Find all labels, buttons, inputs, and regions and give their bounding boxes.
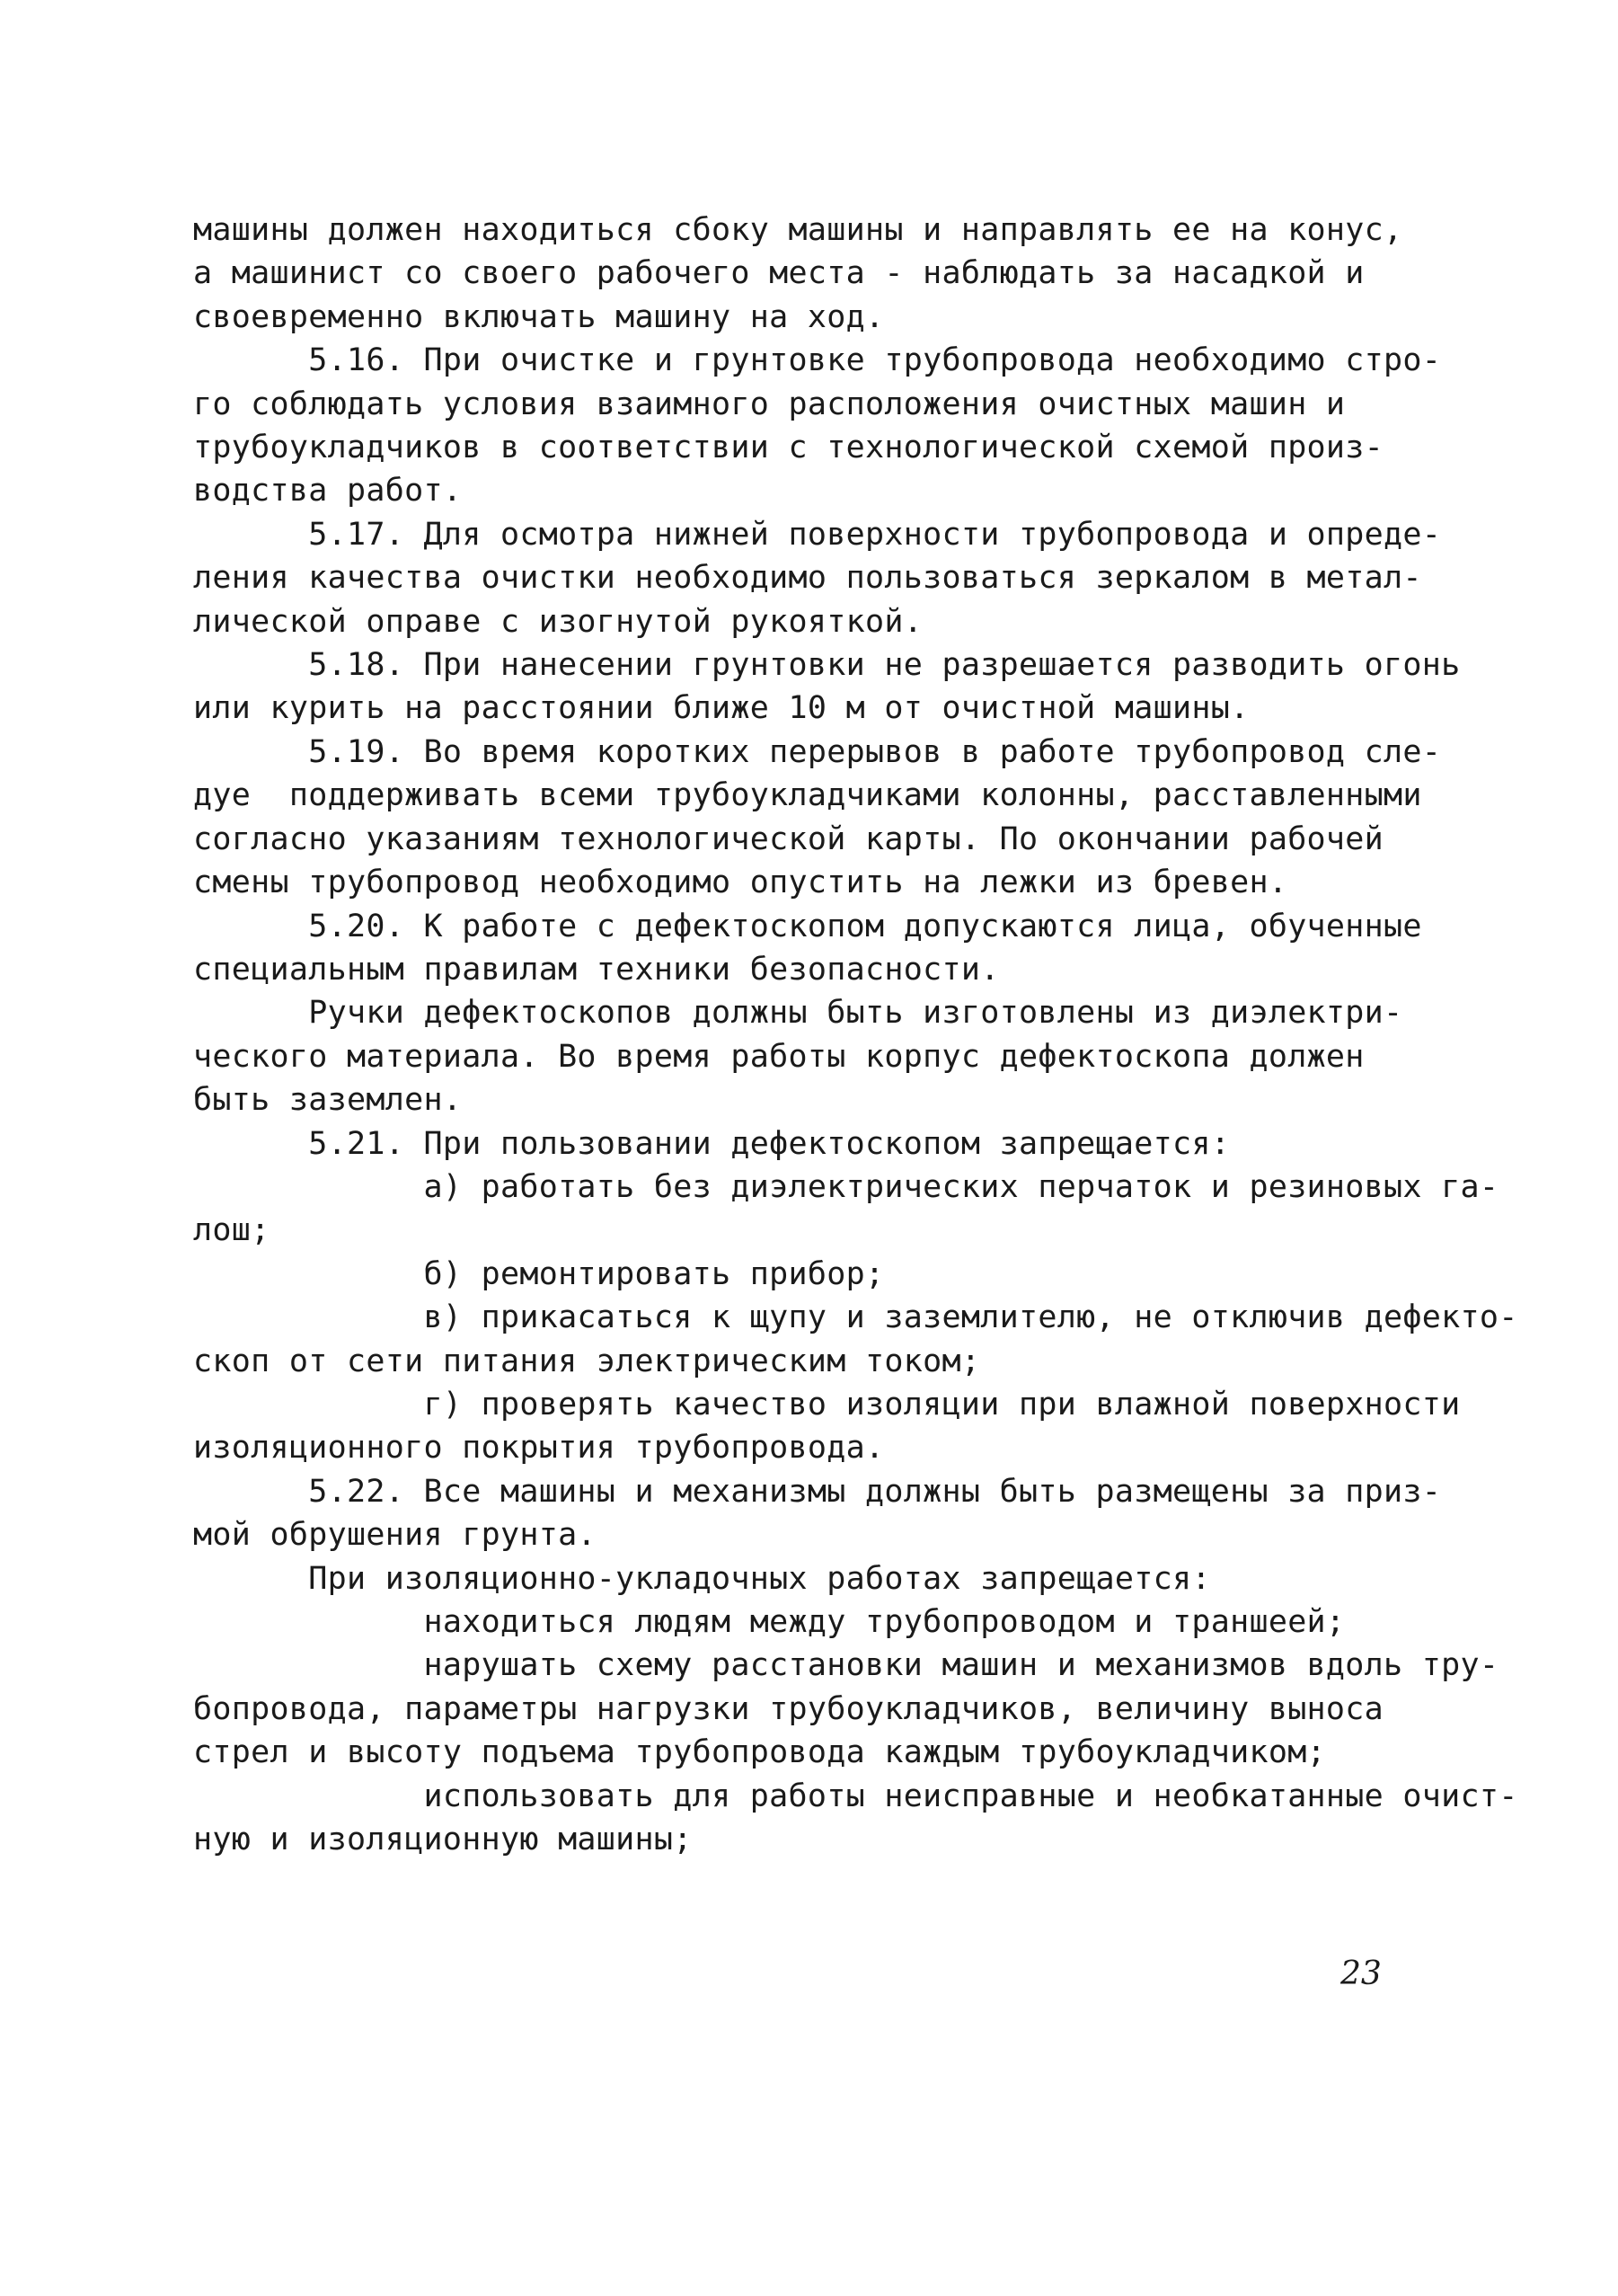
text-line: бопровода, параметры нагрузки трубоукладчиков, величину выноса	[193, 1690, 1384, 1727]
text-line: го соблюдать условия взаимного расположения очистных машин и	[193, 386, 1346, 422]
list-item-a: а) работать без диэлектрических перчаток и резиновых га-	[193, 1168, 1499, 1205]
paragraph-5-19: 5.19. Во время коротких перерывов в работе трубопровод сле-	[193, 733, 1442, 770]
text-line: стрел и высоту подъема трубопровода каждым трубоукладчиком;	[193, 1734, 1326, 1771]
body-text	[193, 208, 1518, 1861]
paragraph-5-21: 5.21. При пользовании дефектоскопом запрещается:	[193, 1125, 1231, 1162]
text-line: дуе поддерживать всеми трубоукладчиками колонны, расставленными	[193, 777, 1422, 814]
text-line: машины должен находиться сбоку машины и направлять ее на конус,	[193, 212, 1403, 248]
text-line: мой обрушения грунта.	[193, 1517, 597, 1554]
list-item: находиться людям между трубопроводом и траншеей;	[193, 1604, 1346, 1640]
text-line: быть заземлен.	[193, 1082, 463, 1119]
text-line: ления качества очистки необходимо пользоваться зеркалом в метал-	[193, 560, 1422, 597]
text-line: а машинист со своего рабочего места - наблюдать за насадкой и	[193, 255, 1365, 292]
page-number: 23	[1340, 1955, 1382, 1992]
text-line: лической оправе с изогнутой рукояткой.	[193, 603, 924, 640]
list-item: использовать для работы неисправные и необкатанные очист-	[193, 1777, 1518, 1814]
text-line: специальным правилам техники безопасности.	[193, 951, 1000, 988]
paragraph-5-22: 5.22. Все машины и механизмы должны быть размещены за приз-	[193, 1473, 1442, 1510]
paragraph-5-16: 5.16. При очистке и грунтовке трубопровода необходимо стро-	[193, 342, 1442, 379]
paragraph-5-20: 5.20. К работе с дефектоскопом допускаются лица, обученные	[193, 908, 1422, 944]
paragraph-5-17: 5.17. Для осмотра нижней поверхности трубопровода и опреде-	[193, 516, 1442, 553]
text-line: согласно указаниям технологической карты. По окончании рабочей	[193, 820, 1384, 857]
text-line: водства работ.	[193, 473, 463, 510]
list-item-g: г) проверять качество изоляции при влажной поверхности	[193, 1386, 1461, 1423]
text-line: или курить на расстоянии ближе 10 м от очистной машины.	[193, 690, 1250, 727]
text-line: ную и изоляционную машины;	[193, 1822, 693, 1858]
list-item-b: б) ремонтировать прибор;	[193, 1255, 885, 1292]
text-line: скоп от сети питания электрическим током;	[193, 1343, 981, 1379]
text-line: смены трубопровод необходимо опустить на лежки из бревен.	[193, 864, 1288, 901]
text-line: Ручки дефектоскопов должны быть изготовлены из диэлектри-	[193, 995, 1403, 1032]
text-line: При изоляционно-укладочных работах запрещается:	[193, 1560, 1211, 1597]
paragraph-5-18: 5.18. При нанесении грунтовки не разрешается разводить огонь	[193, 647, 1461, 684]
text-line: трубоукладчиков в соответствии с технологической схемой произ-	[193, 430, 1384, 466]
text-line: лош;	[193, 1212, 270, 1249]
text-line: изоляционного покрытия трубопровода.	[193, 1430, 885, 1467]
text-line: своевременно включать машину на ход.	[193, 298, 885, 335]
list-item: нарушать схему расстановки машин и механизмов вдоль тру-	[193, 1647, 1499, 1684]
list-item-v: в) прикасаться к щупу и заземлителю, не отключив дефекто-	[193, 1299, 1518, 1336]
text-line: ческого материала. Во время работы корпус дефектоскопа должен	[193, 1038, 1365, 1075]
